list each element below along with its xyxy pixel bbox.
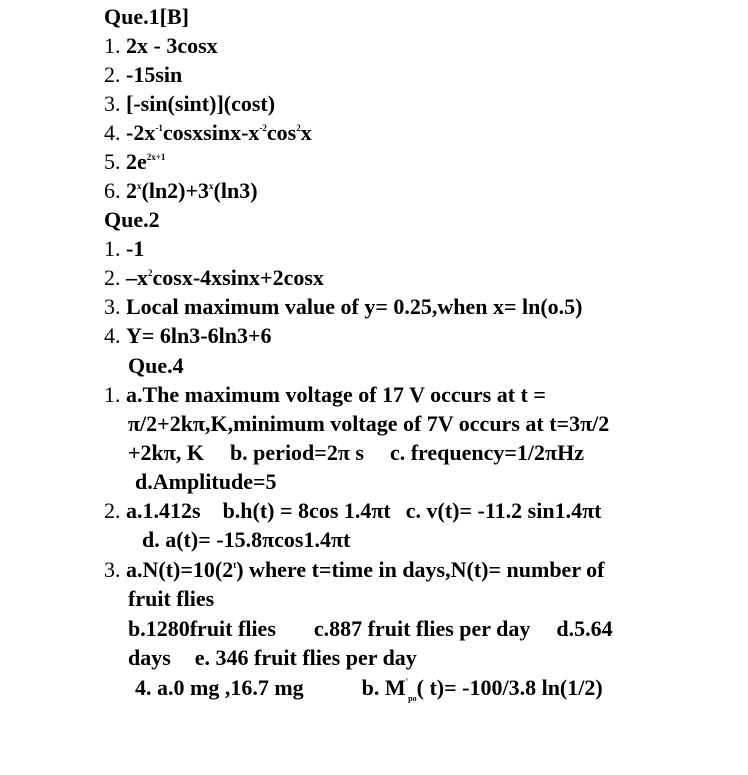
exponent: x [209, 181, 214, 191]
q4-item-1-line-3 [128, 438, 584, 467]
q4-item-3-line-4 [128, 643, 417, 672]
expr-part: 2 [126, 178, 137, 203]
item-text: a.The maximum voltage of 17 V occurs at t = [126, 382, 546, 407]
item-text [126, 178, 258, 203]
item-number: 3. [104, 91, 121, 116]
item-text: 2x - 3cosx [126, 33, 218, 58]
expr-part: cosxsinx-x [162, 120, 260, 145]
item-number: 2. [104, 265, 121, 290]
q2-item-1 [104, 234, 144, 263]
item-text: -15sin [126, 62, 183, 87]
q4-item-4 [135, 673, 603, 702]
heading-que2 [104, 205, 160, 234]
item-text: +2kπ, K [128, 440, 204, 465]
q1b-item-6 [104, 176, 258, 205]
item-text-part: e. 346 fruit flies per day [194, 645, 417, 670]
q4-item-1-line-4 [135, 467, 277, 496]
item-number: 1. [104, 382, 121, 407]
item-text: π/2+2kπ,K,minimum voltage of 7V occurs at t=3π/2 [128, 411, 610, 436]
q4-item-2-line-2 [142, 525, 350, 554]
item-text-part: a.N(t)=10(2 [126, 557, 234, 582]
heading-que1b [104, 2, 189, 31]
item-text-part: b. M [361, 675, 406, 700]
item-text: d. a(t)= -15.8πcos1.4πt [142, 527, 351, 552]
exponent: -2 [259, 123, 267, 133]
item-text: b. period=2π s [229, 440, 364, 465]
item-text [126, 557, 605, 582]
q1b-item-1 [104, 31, 218, 60]
item-text: [-sin(sint)](cost) [126, 91, 276, 116]
item-text [126, 265, 324, 290]
exponent: 2 [296, 123, 301, 133]
expr-part: cosx-4xsinx+2cosx [152, 265, 324, 290]
item-number: 2. [104, 62, 121, 87]
q4-item-2-line-1 [104, 496, 601, 525]
heading-que4 [128, 351, 184, 380]
item-number: 2. [104, 498, 121, 523]
exponent: t [233, 560, 237, 570]
item-number: 4. [135, 675, 152, 700]
q4-item-3-line-1 [104, 555, 605, 584]
heading-text: Que.1[B] [104, 4, 189, 29]
exponent: x [137, 181, 142, 191]
q1b-item-2 [104, 60, 182, 89]
item-text: Local maximum value of y= 0.25,when x= ln(o.5) [126, 294, 583, 319]
expr-part: (ln2)+3 [141, 178, 210, 203]
expr-part: x [300, 120, 312, 145]
item-number: 4. [104, 120, 121, 145]
q4-item-3-line-3 [128, 614, 613, 643]
heading-text: Que.4 [128, 353, 184, 378]
item-number: 4. [104, 323, 121, 348]
subscript: po [408, 694, 417, 703]
item-number: 3. [104, 557, 121, 582]
item-text-part: d.5.64 [556, 616, 613, 641]
item-text [126, 149, 165, 174]
item-text-part: days [128, 645, 171, 670]
item-number: 6. [104, 178, 121, 203]
q4-item-1-line-2 [128, 409, 609, 438]
heading-text: Que.2 [104, 207, 160, 232]
expr-part: -2x [126, 120, 156, 145]
item-text: d.Amplitude=5 [135, 469, 277, 494]
item-number: 3. [104, 294, 121, 319]
q2-item-2 [104, 263, 324, 292]
item-text: -1 [126, 236, 145, 261]
item-text-part: b.1280fruit flies [128, 616, 276, 641]
q1b-item-4 [104, 118, 312, 147]
item-text-part: b.h(t) = 8cos 1.4πt [222, 498, 391, 523]
item-text-part: a.1.412s [126, 498, 201, 523]
q1b-item-3 [104, 89, 275, 118]
expr-part: cos [266, 120, 297, 145]
expr-part: –x [126, 265, 148, 290]
prime-mark: ' [405, 677, 409, 687]
q2-item-4 [104, 321, 271, 350]
item-number: 1. [104, 236, 121, 261]
item-text: c. frequency=1/2πHz [389, 440, 584, 465]
exponent: 2x+1 [146, 152, 166, 162]
item-number: 1. [104, 33, 121, 58]
item-text [126, 498, 601, 523]
expr-part: (ln3) [213, 178, 258, 203]
item-text-part: c. v(t)= -11.2 sin1.4πt [405, 498, 602, 523]
item-text [126, 120, 312, 145]
item-text-part: ) where t=time in days,N(t)= number of [236, 557, 605, 582]
item-text-part: a.0 mg ,16.7 mg [157, 675, 304, 700]
expr-part: 2e [126, 149, 147, 174]
item-text: Y= 6ln3-6ln3+6 [126, 323, 272, 348]
q1b-item-5 [104, 147, 165, 176]
exponent: -1 [155, 123, 163, 133]
item-number: 5. [104, 149, 121, 174]
exponent: 2 [148, 268, 153, 278]
q2-item-3 [104, 292, 583, 321]
q4-item-1-line-1 [104, 380, 546, 409]
item-text-part: ( t)= -100/3.8 ln(1/2) [416, 675, 603, 700]
item-text: fruit flies [128, 586, 215, 611]
q4-item-3-line-2 [128, 584, 214, 613]
item-text-part: c.887 fruit flies per day [313, 616, 531, 641]
